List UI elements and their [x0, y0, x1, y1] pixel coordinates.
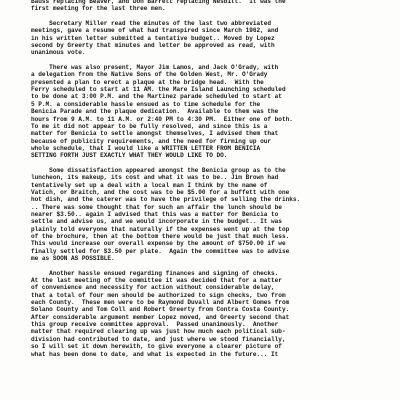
text-line: because of publicity requirements, and the need for firming up our: [31, 137, 272, 145]
text-line: plainly told everyone that naturally if the expenses went up at the top: [31, 225, 290, 233]
text-line: this group receive committee approval. Passed unanimously. Another: [31, 321, 279, 329]
text-line: .. There was some thought that for such an affair the lunch should be: [31, 203, 282, 211]
text-line: Solano County and Tom Coll and Robert Greerty from Contra Costa County.: [31, 306, 290, 314]
text-line: luncheon, its makeup, its cost and what it was to be.. Jim Brown had: [31, 174, 279, 182]
text-line: tentatively set up a deal with a local man I think by the name of: [31, 181, 268, 189]
text-line: a delegation from the Native Sons of the Golden West, Mr. O'Grady: [31, 71, 268, 79]
text-line: presented a plan to erect a plaque at the bridge head. With the: [31, 78, 264, 86]
text-line: settle and advise us, and we would incorporate in the budget.. It was: [31, 218, 282, 226]
text-line: This would increase our overall expense by the amount of $750.00 if we: [31, 240, 286, 248]
text-line: meetings, gave a resume of what had transpired since March 1962, and: [31, 27, 279, 35]
text-line: hours from 9 A.M. to 11 A.M. or 2:40 PM to 4:30 PM. Either one of both.: [31, 115, 293, 123]
text-line: Vatich, or Braitch, and the cost was to be $5.00 for a buffett with one: [31, 188, 290, 196]
paragraph: [31, 270, 393, 358]
text-line: to be done at 3:00 P.M. and the Martinez parade scheduled to start at: [31, 93, 282, 101]
text-line: To me it did not appear to be fully resolved, and since this is a: [31, 122, 268, 130]
text-line: in his written letter submitted a tentative budget.. Moved by Lopez: [31, 34, 275, 42]
text-line: so I will set it down herewith, to give everyone a clearer picture of: [31, 343, 282, 351]
text-line: Ferry scheduled to start at 11 AM. the Mare Island Launching scheduled: [31, 86, 286, 94]
text-line: At the last meeting of the committee it was decided that for a matter: [31, 277, 282, 285]
text-line: Another hassle ensued regarding finances and signing of checks.: [31, 269, 279, 277]
text-line: Benicia Parade and the plaque dedication. Available to them was the: [31, 108, 279, 116]
paragraph: [31, 64, 393, 159]
text-line: Bauss replacing Beaver, and Don Barrett replacing Nesbitt. It was the: [31, 0, 286, 5]
text-line: 5 P.M. a considerable hassle ensued as to time schedule for the: [31, 100, 261, 108]
text-line: SETTING FORTH JUST EXACTLY WHAT THEY WOULD LIKE TO DO.: [31, 152, 228, 160]
text-line: matter for Benicia to settle amongst themselves, I advised them that: [31, 130, 279, 138]
text-line: After considerable argument member Lopez moved, and Greerty second that: [31, 313, 290, 321]
text-line: whole schedule, that I would like a WRITTEN LETTER FROM BENICIA: [31, 144, 261, 152]
text-line: nearer $3.50.. again I advised that this was a matter for Benicia to: [31, 210, 279, 218]
text-line: each County. These men were to be Raymond Duvall and Albert Gomes from: [31, 299, 290, 307]
paragraph: [31, 0, 393, 13]
text-line: of the brochure, then at the bottom there would be just that much less.: [31, 233, 290, 240]
text-line: Secretary Miller read the minutes of the last two abbreviated: [31, 20, 272, 28]
text-line: finally settled for $3.50 per plate. Again the committee was to advise: [31, 247, 290, 255]
paragraph: [31, 20, 393, 57]
text-line: Some dissatisfaction appeared amongst the Benicia group as to the: [31, 166, 286, 174]
text-line: of convenience and necessity for action without considerable delay,: [31, 284, 275, 292]
text-line: hot dish, and the caterer was to have the privilege of selling the drinks.: [31, 196, 301, 204]
paragraph: [31, 167, 393, 262]
text-line: me as SOON AS POSSIBLE.: [31, 255, 115, 263]
minutes-text: [31, 0, 393, 365]
text-line: what has been done to date, and what is expected in the future... It: [31, 350, 279, 358]
text-line: second by Greerty that minutes and letter be approved as read, with: [31, 42, 275, 50]
text-line: division had contributed to date, and just where we stood financially,: [31, 335, 286, 343]
text-line: that a total of four men should be authorized to sign checks, two from: [31, 291, 286, 299]
text-line: There was also present, Mayor Jim Lamos, and Jack O'Grady, with: [31, 64, 279, 72]
text-line: first meeting for the last three men.: [31, 5, 166, 13]
text-line: unanimous vote.: [31, 49, 86, 57]
text-line: matter that required clearing up was just how much each political sub-: [31, 328, 286, 336]
